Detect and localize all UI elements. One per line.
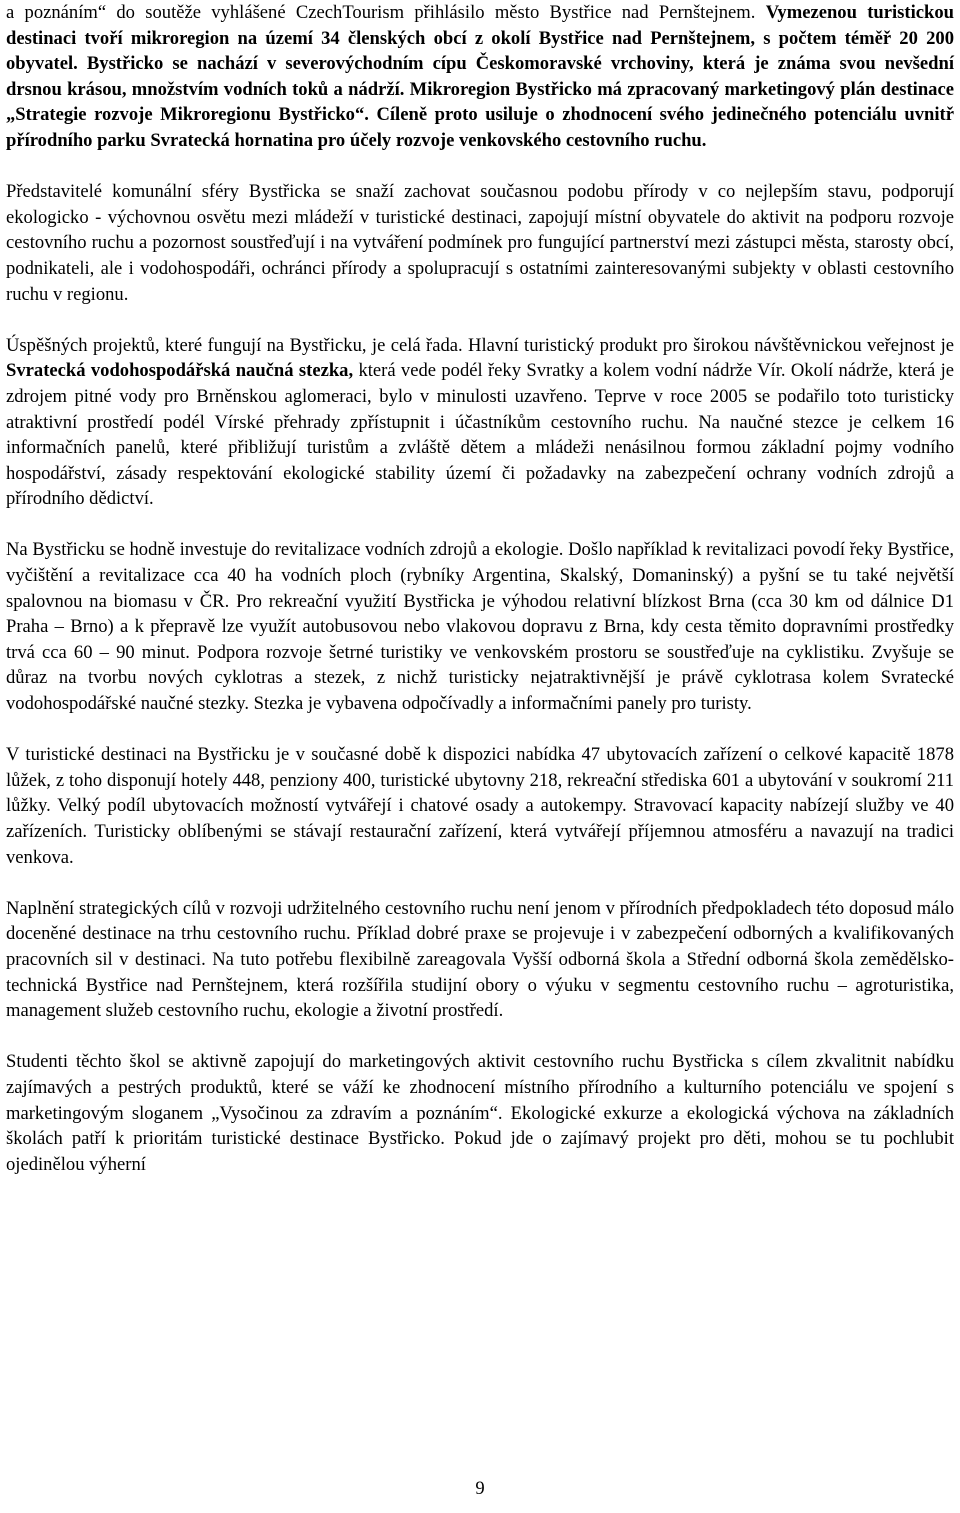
text-segment: Studenti těchto škol se aktivně zapojují do marketingových aktivit cestovního ruchu Bystřicka s cílem zkvalitnit nabídku zajímavých a pestrých produktů, které se váží ke zhodnocení místního přírodního a kulturního potenciálu ve spojení s marketingovým sloganem „Vysočinou za zdravím a poznáním“. Ekologické exkurze a ekologická výchova na základních školách patří k prioritám turistické destinace Bystřicko. Pokud jde o zajímavý projekt pro děti, mohou se tu pochlubit ojedinělou výherní — [6, 1051, 954, 1175]
paragraph-successful-projects — [6, 333, 954, 512]
text-segment-bold: Svratecká vodohospodářská naučná stezka, — [6, 360, 354, 382]
text-segment: která vede podél řeky Svratky a kolem vodní nádrže Vír. Okolí nádrže, která je zdrojem pitné vody pro Brněnskou aglomeraci, bylo v minulosti uzavřeno. Teprve v roce 2005 se podařilo toto turisticky atraktivní prostředí podél Vírské přehrady zpřístupnit i účastníkům cestovního ruchu. Na naučné stezce je celkem 16 informačních panelů, které přibližují turistům a zvláště dětem a mládeži nenásilnou formou základní pojmy vodního hospodářství, zásady respektování ekologické stability území či požadavky na zabezpečení ochrany vodních zdrojů a přírodního dědictví. — [6, 360, 954, 510]
text-segment: Naplnění strategických cílů v rozvoji udržitelného cestovního ruchu není jenom v přírodních předpokladech této doposud málo doceněné destinace na trhu cestovního ruchu. Příklad dobré praxe se projevuje i v zabezpečení odborných a kvalifikovaných pracovních sil v destinaci. Na tuto potřebu flexibilně zareagovala Vyšší odborná škola a Střední odborná škola zemědělsko-technická Bystřice nad Pernštejnem, která rozšířila studijní obory o výuku v segmentu cestovního ruchu – agroturistika, management služeb cestovního ruchu, ekologie a životní prostředí. — [6, 897, 954, 1022]
page-number: 9 — [475, 1478, 485, 1499]
text-segment: Na Bystřicku se hodně investuje do revitalizace vodních zdrojů a ekologie. Došlo například k revitalizaci povodí řeky Bystřice, vyčištění a revitalizace cca 40 ha vodních ploch (rybníky Argentina, Skalský, Domaninský) a pyšní se tu také největší spalovnou na biomasu v ČR. Pro rekreační využití Bystřicka je výhodou relativní blízkost Brna (cca 30 km od dálnice D1 Praha – Brno) a k přepravě lze využít autobusovou nebo vlakovou dopravu z Brna, kdy cesta těmito dopravními prostředky trvá cca 60 – 90 minut. Podpora rozvoje šetrné turistiky ve venkovském prostoru se soustřeďuje na cyklistiku. Zvyšuje se důraz na tvorbu nových cyklotras a stezek, z nichž turisticky nejatraktivnější je právě cyklotrasa kolem Svratecké vodohospodářské naučné stezky. Stezka je vybavena odpočívadly a informačními panely pro turisty. — [6, 539, 954, 715]
paragraph-strategic-goals — [6, 896, 954, 1024]
paragraph-students — [6, 1049, 954, 1177]
text-segment: Úspěšných projektů, které fungují na Bystřicku, je celá řada. Hlavní turistický produkt pro širokou návštěvnickou veřejnost je — [6, 334, 954, 356]
text-segment: V turistické destinaci na Bystřicku je v současné době k dispozici nabídka 47 ubytovacích zařízení o celkové kapacitě 1878 lůžek, z toho disponují hotely 448, penziony 400, turistické ubytovny 218, rekreační střediska 601 a ubytování v soukromí 211 lůžky. Velký podíl ubytovacích možností vytvářejí i chatové osady a autokempy. Stravovací kapacity nabízejí služby ve 40 zařízeních. Turisticky oblíbenými se stávají restaurační zařízení, která vytvářejí příjemnou atmosféru a navazují na tradici venkova. — [6, 744, 954, 868]
text-segment-bold: Vymezenou turistickou destinaci tvoří mikroregion na území 34 členských obcí z okolí Bystřice nad Pernštejnem, s počtem téměř 20 200 obyvatel. Bystřicko se nachází v severovýchodním cípu Českomoravské vrchoviny, která je známa svou nevšední drsnou krásou, množstvím vodních toků a nádrží. Mikroregion Bystřicko má zpracovaný marketingový plán destinace „Strategie rozvoje Mikroregionu Bystřicko“. Cíleně proto usiluje o zhodnocení svého jedinečného potenciálu uvnitř přírodního parku Svratecká hornatina pro účely rozvoje venkovského cestovního ruchu. — [6, 2, 954, 151]
paragraph-communal-sphere — [6, 179, 954, 307]
document-body — [6, 0, 954, 1177]
paragraph-intro — [6, 0, 954, 154]
text-segment: Představitelé komunální sféry Bystřicka se snaží zachovat současnou podobu přírody v co nejlepším stavu, podporují ekologicko - výchovnou osvětu mezi mládeží v turistické destinaci, zapojují místní obyvatele do aktivit na podporu rozvoje cestovního ruchu a pozornost soustřeďují i na vytváření podmínek pro fungující partnerství mezi zástupci města, starosty obcí, podnikateli, ale i vodohospodáři, ochránci přírody a spolupracují s ostatními zainteresovanými subjekty v oblasti cestovního ruchu v regionu. — [6, 181, 954, 305]
text-segment: a poznáním“ do soutěže vyhlášené CzechTourism přihlásilo město Bystřice nad Pernštejnem. — [6, 2, 766, 23]
paragraph-revitalization — [6, 537, 954, 716]
paragraph-accommodation — [6, 742, 954, 870]
